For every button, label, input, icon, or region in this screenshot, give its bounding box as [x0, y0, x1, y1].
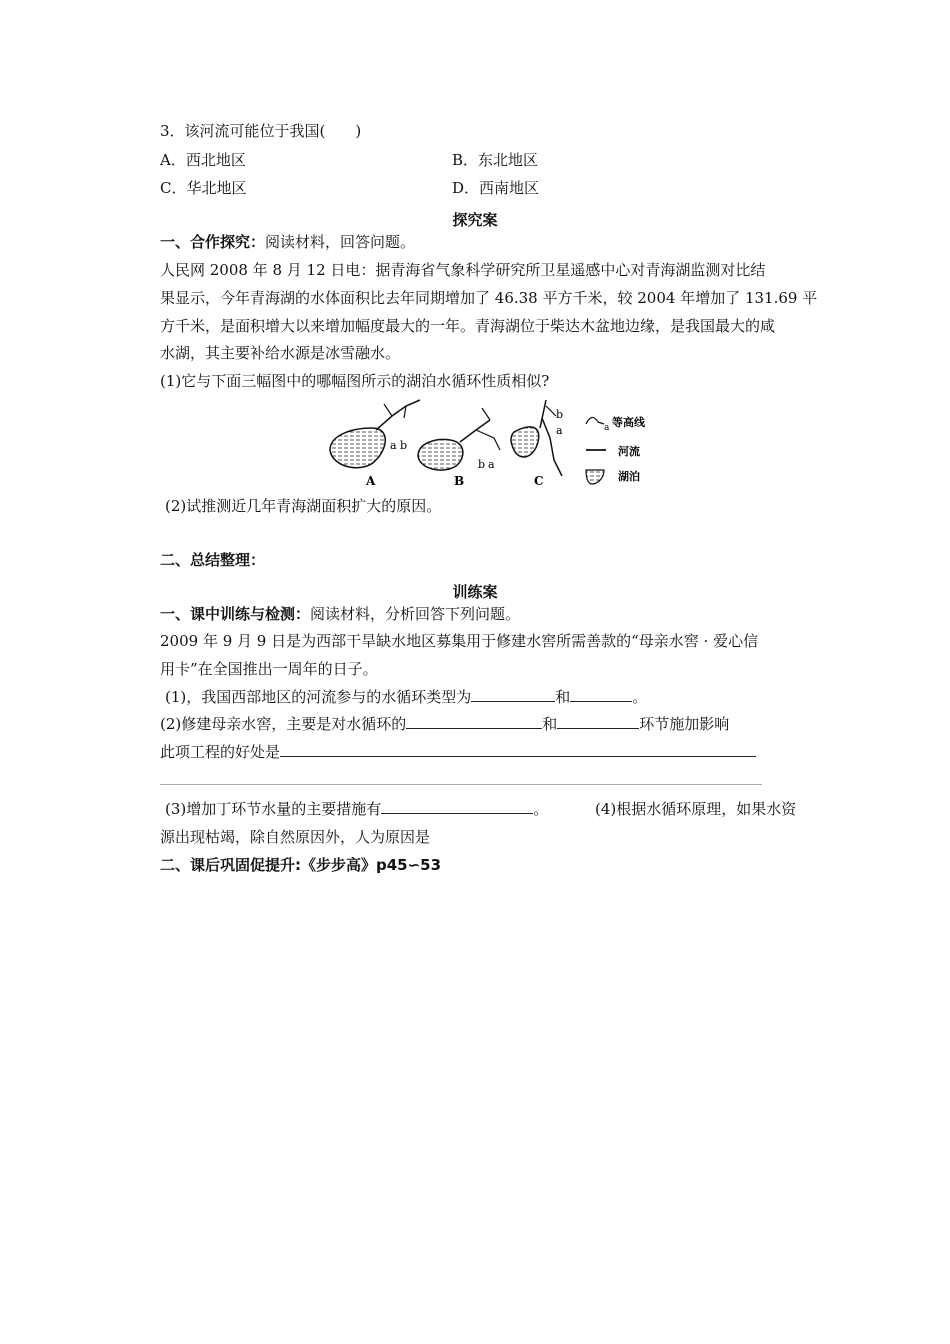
train-section-1	[160, 604, 520, 624]
explore-section-1-tail: 阅读材料，回答问题。	[265, 233, 416, 251]
train-q2-benefit-text: 此项工程的好处是	[160, 743, 281, 761]
q3-stem: 3．该河流可能位于我国( )	[160, 122, 362, 140]
answer-blank[interactable]	[406, 714, 542, 729]
diagram-c-mark-b: b	[556, 408, 564, 421]
diagram-c-label: C	[534, 474, 544, 488]
explore-title: 探究案	[452, 211, 498, 229]
train-q1-end: 。	[632, 688, 648, 706]
answer-blank[interactable]	[570, 687, 632, 702]
diagram-c	[511, 400, 563, 488]
train-q3	[165, 799, 548, 819]
train-title: 训练案	[452, 583, 498, 601]
train-section-1-head: 一、课中训练与检测：	[160, 605, 311, 623]
train-q1	[165, 687, 647, 707]
diagram-a	[330, 400, 420, 488]
train-q2	[160, 714, 729, 734]
train-q2-text: (2)修建母亲水窖，主要是对水循环的	[160, 715, 407, 733]
q3-option-a: A．西北地区	[160, 151, 246, 169]
q3-option-c: C．华北地区	[160, 179, 247, 197]
contour-symbol-mark: a	[604, 423, 610, 433]
train-para-line: 2009 年 9 月 9 日是为西部干旱缺水地区募集用于修建水窖所需善款的“母亲水窖 · 爱心信	[160, 632, 759, 650]
answer-blank[interactable]	[381, 799, 533, 814]
explore-para-line: 方千米，是面积增大以来增加幅度最大的一年。青海湖位于柴达木盆地边缘，是我国最大的咸	[160, 317, 776, 335]
explore-section-1	[160, 232, 415, 252]
train-q3-text: (3)增加丁环节水量的主要措施有	[165, 800, 382, 818]
lake-water-cycle-figure	[320, 398, 660, 490]
answer-line[interactable]	[160, 784, 762, 785]
diagram-a-mark-a: a	[390, 439, 397, 452]
answer-blank[interactable]	[471, 687, 555, 702]
diagram-a-label: A	[366, 474, 376, 488]
explore-para-line: 果显示，今年青海湖的水体面积比去年同期增加了 46.38 平方千米，较 2004 年增加了 131.69 平	[160, 289, 818, 307]
diagram-b-mark-b: b	[478, 458, 486, 471]
lake-symbol	[586, 470, 604, 484]
explore-section-1-head: 一、合作探究：	[160, 233, 266, 251]
train-q2-tail: 环节施加影响	[639, 715, 730, 733]
explore-q1: (1)它与下面三幅图中的哪幅图所示的湖泊水循环性质相似?	[160, 372, 550, 390]
explore-para-line: 水湖，其主要补给水源是冰雪融水。	[160, 344, 401, 362]
diagram-b	[418, 408, 500, 488]
explore-section-2: 二、总结整理：	[160, 551, 266, 569]
train-q1-text: (1)，我国西部地区的河流参与的水循环类型为	[165, 688, 472, 706]
train-q4-rest: 源出现枯竭，除自然原因外，人为原因是	[160, 828, 431, 846]
explore-q2: (2)试推测近几年青海湖面积扩大的原因。	[165, 497, 442, 515]
diagram-b-label: B	[454, 474, 465, 488]
train-q2-and: 和	[542, 715, 558, 733]
diagram-b-mark-a: a	[488, 458, 495, 471]
train-q3-end: 。	[533, 800, 549, 818]
answer-blank[interactable]	[557, 714, 639, 729]
train-q2-benefit	[160, 742, 756, 762]
explore-para-line: 人民网 2008 年 8 月 12 日电：据青海省气象科学研究所卫星遥感中心对青海湖监测对比结	[160, 261, 766, 279]
diagram-c-mark-a: a	[556, 424, 563, 437]
answer-blank[interactable]	[280, 742, 756, 757]
legend-river: 河流	[618, 445, 640, 458]
legend-contour: 等高线	[612, 416, 645, 429]
q3-option-b: B．东北地区	[452, 151, 539, 169]
figure-legend	[586, 415, 646, 484]
contour-symbol	[586, 417, 604, 424]
diagram-a-mark-b: b	[400, 439, 408, 452]
train-section-1-tail: 阅读材料，分析回答下列问题。	[310, 605, 521, 623]
train-para-line: 用卡”在全国推出一周年的日子。	[160, 660, 378, 678]
q3-option-d: D．西南地区	[452, 179, 540, 197]
train-q4-start: (4)根据水循环原理，如果水资	[595, 800, 797, 818]
train-section-2: 二、课后巩固促提升:《步步高》p45∽53	[160, 856, 442, 874]
train-q1-and: 和	[555, 688, 571, 706]
legend-lake: 湖泊	[618, 470, 640, 483]
